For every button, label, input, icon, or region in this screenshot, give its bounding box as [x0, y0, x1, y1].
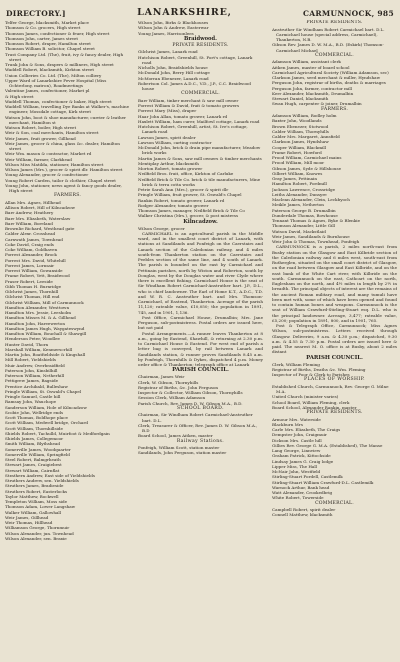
directory-entry: School Board, William Fleming, clerk: [272, 399, 350, 405]
directory-entry: Calder Mrs. Margaret, Annsfield: [272, 134, 340, 139]
directory-entry: Mill Robert, Yieldshields: [5, 357, 57, 363]
directory-entry: Session Clerk, William Adamson: [138, 395, 206, 401]
directory-entry: Henderson Peter, Woodlee: [5, 336, 60, 342]
directory-entry: Calder Alexr. Crosshead: [5, 231, 56, 237]
directory-entry: Weir John & Thomas, Townhead, Ponfeigh: [272, 239, 360, 244]
directory-entry: Forrest William, Gowanside: [5, 268, 63, 273]
header-title: LANARKSHIRE,: [137, 7, 232, 18]
directory-entry: McMorran Ebenezer, Lanark road: [138, 75, 209, 81]
directory-entry: Ramsay John, Wauchope: [5, 399, 57, 405]
directory-entry: Scott William, Medwell bridge, Orchard: [5, 420, 88, 426]
directory-entry: Stirling-Stuart William Crawfurd-D.L. Castlemilk: [272, 479, 374, 485]
directory-entry: McDonald John, Berry Hill cottage: [138, 70, 210, 76]
directory-entry: Struthers James, Bradieside: [5, 483, 64, 489]
directory-entry: Allison Robert, Hill of Kilncadzow: [5, 205, 76, 210]
directory-entry: Barr William, tinker merchant & saw mill owner: [138, 97, 239, 103]
directory-entry: Cooper William, Blackmill: [272, 144, 327, 150]
directory-entry: Struthers Robert, Easterlocks: [5, 488, 68, 494]
directory-entry: Valentine James, confectioner, Market pl: [5, 88, 90, 94]
directory-entry: Frood William, Carmichael mains: [272, 155, 342, 160]
directory-entry: Upper Ward of Lanarkshire Fever Hospital (Miss Ochterlony, matron), Roadmeetings: [5, 77, 107, 88]
directory-entry: Hunter David, Thorn: [5, 341, 49, 347]
directory-entry: Robertson Col. James A.D.C., V.D., J.P., C.C. Braidwood house: [138, 80, 251, 91]
section-heading: SCHOOL BOARD.: [177, 405, 224, 411]
directory-entry: Coke William, Goldhaven: [5, 247, 58, 252]
directory-entry: Barr Mrs. Elizabeth, Waterslaw: [5, 215, 71, 221]
section-heading: COMMERCIAL.: [315, 52, 354, 58]
directory-entry: Lipper Miss, The Hall: [272, 463, 317, 469]
section-heading: PRIVATE RESIDENTS.: [306, 20, 363, 25]
directory-entry: Telfer George, blacksmith, Market place: [5, 20, 89, 25]
directory-entry: Carle Mrs. Elizabeth, The Craigs: [272, 427, 341, 433]
directory-entry: Scott Thomas, Boldhope place: [5, 415, 68, 420]
directory-entry: Hutchison Robert, Greenhill, artist, St. Ive's cottage, Lanark road: [138, 124, 248, 135]
directory-entry: Board School, James Aitken, master: [138, 433, 213, 439]
directory-entry: Hamilton Mrs. Jessie, Leesholm: [5, 310, 71, 315]
directory-entry: & High street: [5, 93, 34, 99]
directory-entry: Wilson Alexander, sen. Braxie: [5, 535, 67, 541]
directory-entry: Weir Wm. mason & contractor, Market rd: [5, 151, 92, 157]
directory-entry: Frame Robert, Howford: [272, 149, 322, 155]
directory-entry: Wilson James (Mrs.), grocer & spirit dlr. Hamilton street: [5, 167, 123, 172]
directory-entry: McNair John, Westfield: [272, 469, 321, 475]
directory-entry: Petrie Sarah Ann (Mrs.), grocer & spirit dlr: [138, 187, 229, 192]
directory-entry: Somerville William, Springfield: [5, 451, 70, 457]
section-heading: FARMERS.: [53, 193, 82, 199]
directory-entry: Gibb Thomas H. Burnridge: [5, 283, 62, 289]
directory-entry: Warnock Arthur, Bank head: [272, 484, 330, 490]
directory-entry: Barr William, Boreland: [5, 220, 53, 226]
directory-entry: Fraser Robert, Leeside: [5, 278, 53, 284]
column-right: [272, 20, 397, 660]
directory-entry: Wilson Miss Matilda, stationer, Hamilton street: [5, 161, 104, 167]
directory-entry: Watson David, Mackstlaid: [272, 228, 326, 234]
header-left: DIRECTORY.]: [6, 9, 66, 18]
directory-entry: Trust Company Ltd. (The), fruit, ivy & fancy dealer, High street: [5, 51, 124, 62]
directory-entry: Registrar of Births, Deaths &c. Wm. Fleming: [272, 366, 366, 372]
directory-entry: Gilchrist James, Lanark road: [138, 49, 198, 55]
directory-entry: Stirling-Stuart Fordell, Castlemilk: [272, 474, 343, 480]
directory-entry: Taylor Matthew, Bockwell: [5, 493, 59, 499]
section-heading: FARMERS.: [320, 106, 349, 112]
directory-entry: Swan Hugh, carpenter & joiner, Drumalbin: [272, 101, 362, 107]
directory-entry: Pringle William, St. Oswald's Chapel: [5, 388, 82, 394]
directory-entry: Clarkson James, seed merchant & miller, Hyndshaw: [272, 75, 381, 80]
directory-entry: Clerk, W. Gibson, Thornyhills: [138, 379, 199, 385]
directory-entry: Pettigrew James, Bagside: [5, 378, 59, 384]
directory-entry: Thomson John, carter, James street: [5, 35, 79, 41]
directory-entry: Maclean Alexander, Clein, Leckbyoch: [272, 197, 350, 202]
directory-entry: Armour Mrs. Waterside: [272, 416, 321, 422]
directory-entry: Established Church, Carmunnock, Rev. George G. Milne M.A.: [272, 383, 389, 395]
directory-entry: Young John, stationer, news agent & fancy goods dealer, High street: [5, 182, 122, 193]
directory-entry: Marshall William, Kenmerscrhill: [5, 346, 73, 352]
directory-entry: Kerr Alexander, blacksmith, Drumalbin: [272, 90, 354, 96]
directory-entry: Dunderdale Thomas, Bowhouse: [272, 212, 338, 218]
directory-entry: Smith William, Blythshead: [5, 441, 61, 447]
directory-entry: Forrest James, Lornsair: [5, 262, 55, 268]
section-heading: PRIVATE RESIDENTS.: [172, 42, 229, 48]
directory-entry: Calder William, Thornyhills: [272, 128, 329, 134]
page-header: [6, 4, 394, 18]
directory-entry: Gilchrist James, Thornhill: [5, 289, 59, 294]
directory-entry: Gilbert William, Knowes: [272, 170, 323, 176]
directory-entry: Somerville James, Woodquarter: [5, 446, 71, 452]
description-paragraph: Post Office, Carmichael House, Drumalbin; Mrs. Jane Ferguson, sub-postmistress. Postal orders are issued here, but not paid: [138, 314, 263, 331]
section-heading: Railway Stations.: [176, 438, 225, 444]
description-paragraph: CARMICHAEL is an agricultural parish in the Middle ward, and in the smallest court district of Lanark, with stations at Sandilands and Ponfeigh on the Caerstairs and Lanark section of the Caledonian railway, and 4 miles south-from Thankerton station on the Caerstairs and Peebles section of the same line, and 4 south of Lanark. The parish is bounded on the east by Carmichael and Pettinain parishes, north by Wiston and Roberton, south by Douglas, west by the Douglas water and river Clyde where there is excellent fishing. Carmichael House is the seat of Sir Windham Robert Carmichael-Anstruther bart. J.P., D.L., who is chief landowner. The Earl of Home K.T., A.D.C., T.D. and W. R. C. Anstruther bart. and Mrs. Thomson-Carmichael, of Eastend, Thankerton. Acreage of the parish 11,120; rateable value, £10,050; the population in 1891, 745, and in 1901, 1,136.: [138, 230, 263, 315]
directory-entry: Lawson James, spirit dealer: [138, 134, 196, 140]
directory-entry: Shields Robert, Tachulld, Muirfoot & Medfordgain: [5, 430, 110, 436]
directory-entry: Dempster John, Craigmuir: [272, 432, 327, 438]
directory-entry: Nicholls John, Braidshields house: [138, 65, 208, 70]
directory-entry: Walker Christina (Mrs.), grocer, & post mistress: [138, 213, 239, 219]
directory-entry: Morton Robert, tomato grower: [138, 166, 203, 171]
directory-entry: Weir James, grocer & china, glass &c. dealer, Hamilton street: [5, 140, 120, 151]
directory-entry: Young James, Harrisonlees: [138, 30, 194, 36]
directory-entry: Stewart James, Craigiebest: [5, 462, 62, 468]
directory-entry: Dickson Mrs. Castle hill: [272, 437, 322, 443]
directory-entry: Inspector & Collector, William Gibson, Thornyhills: [138, 390, 243, 396]
directory-entry: Williamson George, Thornmuir: [5, 525, 70, 531]
directory-entry: Thomson James, confectioner & feuer, High street: [5, 30, 110, 36]
section-heading: COMMERCIAL.: [181, 91, 220, 97]
directory-entry: Gray James, Pettinain: [272, 176, 317, 181]
directory-entry: Trunk John & Sons, drapers & milliners, High street: [5, 62, 114, 67]
directory-entry: Brownlie Richard, Westhead gate: [5, 226, 75, 231]
directory-entry: Weir James, Sandilands & Burnhouse: [272, 233, 350, 239]
directory-entry: Frame Robert, Yett, Braidwood: [5, 273, 70, 279]
directory-entry: Struthers Andrew, sen. Yieldshields: [5, 478, 79, 483]
directory-entry: Ferguson John, farmer, contractor mill: [272, 85, 352, 91]
directory-entry: Lindsay James G. Craig lodge: [272, 458, 334, 464]
directory-entry: Strathern Andrew, East side of Yieldshields: [5, 472, 95, 478]
directory-entry: Wilson Alexander, jun. Townhead: [5, 530, 74, 536]
directory-entry: Thomson Robert, draper, Hamilton street: [5, 41, 91, 46]
directory-entry: Scott William, Thornhillside: [5, 425, 63, 431]
directory-entry: Hamilton Robert, Fordmill: [272, 181, 327, 187]
directory-entry: Blackburn Mrs: [272, 421, 303, 427]
directory-entry: Aitken James, master of board school: [272, 64, 350, 70]
directory-entry: Walker William, Gallowhall: [5, 509, 62, 515]
directory-entry: Clarkson James, Hyndshaw: [272, 139, 329, 145]
directory-entry: Weir James, fruit grower, Gillhead: [5, 135, 76, 141]
directory-entry: Lang George, Linnview: [272, 448, 321, 454]
directory-entry: Neilfield Bros. fruit, office, Kirkton of Carluke: [138, 171, 234, 177]
directory-entry: Jackson Lawrence, Crossridge: [272, 186, 336, 192]
directory-entry: Campbell Robert, spirit dealer: [272, 507, 336, 513]
directory-entry: Stewart Daniel, blacksmith: [272, 96, 329, 101]
directory-entry: Graham Patrick, Kittochside: [272, 453, 331, 459]
directory-entry: Ferguson John, registrar of births, deaths & marriages: [272, 80, 386, 86]
directory-entry: Adamson William, assistant clerk: [272, 59, 341, 65]
directory-entry: Haar John Allan, tomato grower, Lanark rd: [138, 113, 228, 119]
directory-entry: Prentice Archibald, Bulleshaw: [5, 383, 68, 389]
directory-entry: Board School, Alexander Rankin, master: [272, 404, 357, 410]
directory-entry: Sanderson William, Hole of Kilncadzow: [5, 404, 87, 410]
directory-entry: Hamilton James Hugh, Waygateswynd: [5, 325, 85, 331]
directory-entry: Carnwath James, Townhead: [5, 236, 63, 242]
directory-entry: Lawson William, carting contractor: [138, 139, 212, 145]
directory-entry: Tennant Thomas & Agnes, Byke & Blenkie: [272, 218, 361, 223]
directory-entry: Thomson & Co. grocers, High street: [5, 25, 81, 31]
directory-entry: Thomson James, manager, Neilfield Brick & Tile Co: [138, 208, 245, 213]
section-heading: COMMERCIAL.: [315, 500, 354, 506]
description-paragraph: Post & Telegraph Office, Carmunnock; Miss Agnes Wilson, sub-postmistress. Letters received through Glasgow. Deliveries, 9 a.m. & 4.30 p.m.; dispatched, 9.30 a.m. & 4.55 & 7.30 p.m. Postal orders are issued here & paid. The nearest M. O. office is at Busby, about 2 miles distant: [272, 323, 397, 355]
directory-entry: Gibson James, Syde & Hillshouse: [272, 165, 342, 171]
directory-entry: Forrest Alexander, Brock: [5, 252, 57, 258]
directory-entry: Union Collieries Co. Ltd. (The), Milton colliery: [5, 72, 102, 78]
section-heading: PLACES OF WORSHIP.: [303, 377, 366, 383]
directory-entry: Watson Robert, boiler, High street: [5, 125, 77, 130]
directory-entry: Thomson Alexander, Little Gill: [272, 223, 335, 229]
directory-entry: Young Robert Carden, tailor & clothier, Chapel street: [5, 177, 116, 183]
directory-entry: Leiths Alexander, Dunsyre: [272, 191, 327, 197]
directory-entry: Waddell Thomas, confectioner & baker, High street: [5, 98, 112, 104]
directory-entry: Forrest Mrs. David, Whitehill: [5, 257, 66, 263]
directory-entry: Watt Alexander, Crookedbrig: [272, 490, 333, 496]
directory-entry: Gilchrist Thomas, Hill end: [5, 294, 60, 300]
directory-entry: Barr Andrew, Heathery: [5, 210, 54, 216]
directory-entry: Wilson John & Andrew, Easterwar: [138, 25, 209, 31]
directory-entry: Frood William, Mill moor: [272, 160, 325, 166]
description-paragraph: CARMUNNOCK is a parish, 2 miles north-east from Busby station on the Glasgow and East Kilbride section of the Caledonian railway and 6 miles west, south-east from Rutherglen, situated on the small court district of Glasgow, on the road between Glasgow and East Kilbride, and on the east bank of the White Cart river, with Kilbride on the south. Carmunnock on the east, Cathcart on the north, Eaglesham on the north, and 4½ miles in length by 2½ in breadth. The principal objects of interest are the remains of the ancient Roman military road, and many tumuli have been met with, some of which have been opened and found to contain human bones and weapons. Carmunnock is the seat of William Crawfurd-Stirling-Stuart esq. D.L. who is the principal landowner. Acreage, 3,477; rateable value, £5,200; population in 1891, 800, and in 1901, 765.: [272, 244, 397, 323]
header-right: CARMUNNOCK, 985: [303, 9, 394, 18]
section-heading: PARISH COUNCIL.: [306, 354, 363, 361]
directory-entry: Paterson William, Netherhill: [5, 373, 65, 378]
directory-entry: Brown Ebenezer, Stotwood: [272, 123, 329, 129]
directory-entry: Registrar of Births, &c. John Ferguson: [138, 384, 219, 390]
directory-entry: Clerk, William Fleming: [272, 361, 320, 367]
directory-entry: Inspector of Poor & Clerk to Parishes: [272, 372, 350, 378]
directory-entry: Thomson Adam, Lower Langshaw: [5, 504, 76, 510]
directory-entry: McDonald John, brick & drain pipe manufacturer, Meadow brick works: [138, 145, 261, 156]
column-left: [5, 20, 130, 660]
directory-entry: Scobie John, Wellridge ends: [5, 409, 64, 415]
place-heading: Kilncadzow.: [183, 218, 218, 225]
directory-entry: Hamilton Misses M. & A. Gillhead: [5, 315, 76, 321]
directory-entry: Paterson George B. Drumalbin: [272, 207, 336, 213]
directory-entry: Gillies Rev. George G. M.A. (Established), The Manse: [272, 442, 383, 448]
directory-entry: Muir Andrew, Overbraidfield: [5, 362, 65, 368]
directory-entry: Thomson William B. solicitor, Chapel street: [5, 46, 95, 52]
directory-entry: Hamilton John, Hareewerton: [5, 320, 65, 326]
column-middle: [138, 20, 263, 660]
directory-entry: Carmichael Agricultural Society (William Adamson, sec): [272, 69, 389, 75]
directory-entry: Chairman, James Weir: [138, 374, 185, 380]
description-paragraph: Postal Arrangements.—A runner leaves Thankerton at 8 a.m., going by Eastend, Shawhill, & returning at 2.30 p.m. to Carmichael House & Eastend. For west end of parish a letter bag is conveyed, by rail between Lanark and Sandilands station, & runner proves Sandilands 8.45 a.m. by Ponfeigh, Thornhills & Dykes, dispatched 4 p.m. Money order office & Thankerton; telegraph office at Lanark: [138, 330, 263, 367]
directory-entry: Baxter John, Woodlands: [272, 118, 322, 124]
directory-entry: Adamson William, Rodley holm: [272, 113, 337, 118]
directory-entry: Templeton William, Moss side: [5, 499, 68, 504]
place-heading: Braidwood.: [184, 35, 217, 42]
directory-entry: Hutchison Robert, Greenhill, St. Fort's cottage, Lanark road: [138, 54, 253, 65]
section-heading: PARISH COUNCIL.: [172, 367, 229, 374]
directory-entry: Pringle William, fruit grower, St. Oswald's Chapel: [138, 192, 242, 198]
directory-entry: Wilson George, grocer: [138, 225, 185, 231]
directory-entry: Weir William, farmer, Clarkhead: [5, 156, 72, 162]
directory-entry: Weir James, Gillhead: [5, 514, 49, 520]
directory-entry: Sandilands, John Ferguson, station master: [138, 450, 227, 456]
directory-entry: Hamilton William, Bouchall & Shawgill: [5, 331, 87, 336]
directory-entry: Wilson John, Birks & Blackhouses: [138, 20, 209, 25]
directory-entry: Gilchrist William, Mill of Carmunnock: [5, 299, 84, 305]
directory-entry: Martin John, Boatfieldside & Kingshall: [5, 352, 86, 357]
directory-entry: Young Alexander, grocer & confectioner: [5, 172, 89, 178]
directory-entry: Paterson John, Kinsbilhill: [5, 367, 58, 373]
directory-entry: Parish Church, Rev. James D. W. Gibson M.A., B.D.: [138, 400, 243, 406]
directory-entry: Chairman, Sir Windham Robert Carmichael-Anstruther bart. D.L.: [138, 412, 253, 423]
directory-entry: Waddell William, travelling Dye Banks at Walker's, machine engineer, Mossdale cottage, Kirk street: [5, 104, 130, 115]
directory-entry: Anstruther Sir Windham Robert Carmichael bart. D.L. Carmichael house (special address, Carmichael), Thankerton, N.B.: [272, 26, 385, 42]
directory-entry: White Robert, Towerside: [272, 495, 324, 501]
section-heading: PRIVATE RESIDENTS.: [306, 410, 363, 416]
directory-entry: Stewart William, Cairnflat: [5, 467, 60, 473]
directory-entry: Waddell Robert, blacksmith, Kirkton street: [5, 67, 95, 73]
directory-entry: Mentiplay Arthur, blacksmith: [138, 160, 199, 166]
directory-entry: Gibson Rev. James D. W. M.A., B.D. (Eskirk) Thomson-Carmichael Michael: [272, 42, 384, 53]
directory-entry: Watson John, boot & shoe manufacturer, currier & leather merchant, Hamilton st: [5, 114, 127, 125]
directory-entry: Ponfeigh, William Scott, station master: [138, 445, 220, 451]
directory-entry: Rankin Robert, tomato grower, Lanark rd: [138, 197, 225, 203]
directory-entry: Hamilton Alexander, Westtown: [5, 304, 70, 310]
text-columns: [5, 20, 397, 660]
directory-entry: Rodger Alexander, tomato grower: [138, 202, 209, 208]
directory-entry: Clerk, Treasurer & Officer, Rev. James D. W. Gibson M.A., B.D: [138, 422, 258, 434]
directory-entry: Neilfield Brick & Tile Co. brick & tile manufacturers, Mine brick & terra cotta works: [138, 176, 261, 187]
directory-entry: Allan Mrs. Agnes, Hillhead: [5, 199, 61, 205]
directory-entry: Forrest William & David, fruit & tomato growers: [138, 103, 240, 108]
directory-entry: Martin James & Sons, saw mill owners & timber merchants: [138, 155, 262, 161]
directory-entry: United Church (minister varies): [272, 394, 339, 400]
directory-entry: Weir Thomas, Hillhead: [5, 520, 53, 525]
directory-entry: Connell Matthew, blacksmith: [272, 512, 333, 518]
directory-entry: Steel Robert, Balmgrheath: [5, 457, 61, 462]
directory-entry: Forrest Mary (Miss), draper: [138, 108, 197, 114]
directory-entry: Coke David, Craig ends: [5, 241, 54, 247]
directory-entry: Shields James, Collegemoor: [5, 436, 64, 441]
directory-entry: Haxlett William, ham curer, Mailfowl cottage, Lanark road: [138, 118, 260, 124]
directory-entry: Pringle Samuel, Castle hill: [5, 394, 61, 399]
directory-entry: Meikle James, Netherton: [272, 202, 324, 208]
directory-entry: Weir & Son, coal merchants, Hamilton street: [5, 130, 99, 136]
